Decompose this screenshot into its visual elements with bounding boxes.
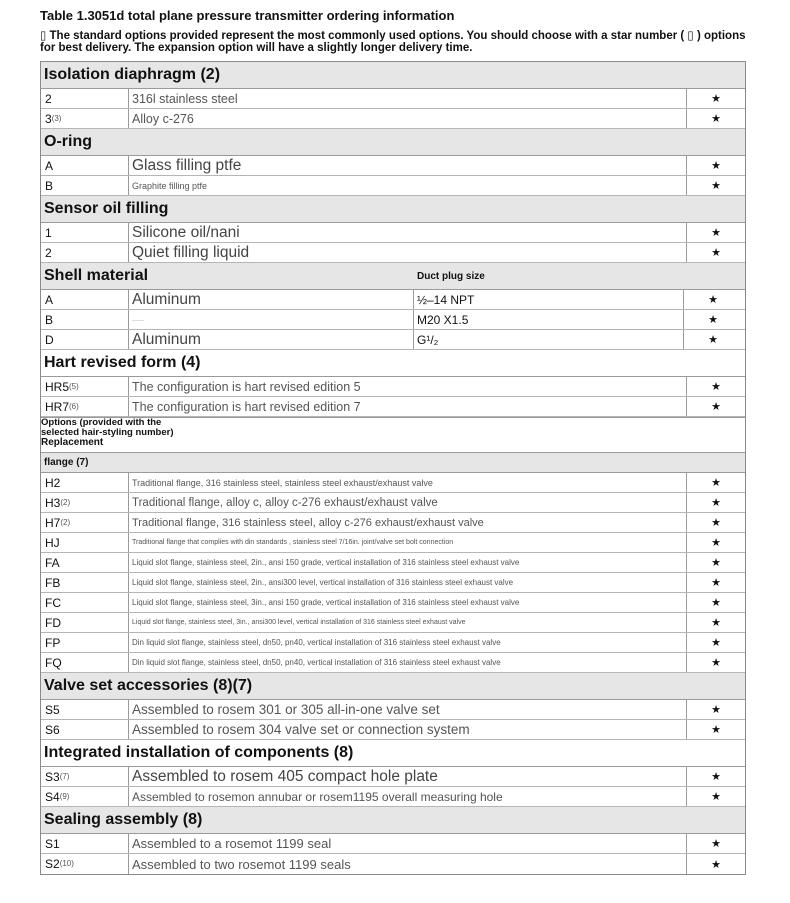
option-code: A [41, 156, 129, 175]
section-shell-material [41, 263, 745, 290]
option-code: 2 [41, 89, 129, 108]
option-description: ———— [129, 310, 414, 329]
ordering-table [40, 61, 746, 875]
option-description: Traditional flange, 316 stainless steel, alloy c-276 exhaust/exhaust valve [129, 513, 687, 532]
option-code: S5 [41, 700, 129, 719]
option-code: FP [41, 633, 129, 652]
star-icon: ★ [711, 401, 721, 413]
section-label: Hart revised form (4) [44, 354, 201, 371]
option-description: The configuration is hart revised edition 5 [129, 377, 687, 396]
table-row [41, 573, 745, 593]
option-description: 316l stainless steel [129, 89, 687, 108]
option-description: Graphite filling ptfe [129, 176, 687, 195]
section-label: Sensor oil filling [44, 200, 169, 217]
option-description: Din liquid slot flange, stainless steel, dn50, pn40, vertical installation of 316 stainless steel exhaust valve [129, 653, 687, 672]
star-icon: ★ [711, 771, 721, 783]
option-description: Traditional flange, 316 stainless steel, stainless steel exhaust/exhaust valve [129, 473, 687, 492]
option-description: Liquid slot flange, stainless steel, 3in., ansi 150 grade, vertical installation of 316 stainless steel exhaust valve [129, 593, 687, 612]
option-description: Traditional flange that complies with din standards , stainless steel 7/16in. joint/valve set bolt connection [129, 533, 687, 552]
section-isolation-diaphragm [41, 62, 745, 89]
star-icon: ★ [711, 180, 721, 192]
option-description: Assembled to rosem 405 compact hole plate [129, 767, 687, 786]
option-description: Assembled to rosem 304 valve set or connection system [129, 720, 687, 739]
option-code: S2 (10) [41, 854, 129, 874]
option-code: HR7 (6) [41, 397, 129, 416]
section-sealing-assembly [41, 807, 745, 834]
section-label: Valve set accessories (8)(7) [44, 677, 253, 694]
duct-plug-size-header: Duct plug size [417, 270, 485, 282]
option-code: S4 (9) [41, 787, 129, 806]
star-icon: ★ [708, 334, 718, 346]
star-icon: ★ [711, 381, 721, 393]
duct-plug-size: M20 X1.5 [414, 310, 684, 329]
table-row [41, 533, 745, 553]
option-code: S3 (7) [41, 767, 129, 786]
section-o-ring [41, 129, 745, 156]
option-description: Silicone oil/nani [129, 223, 687, 242]
option-code: B [41, 176, 129, 195]
option-code: H7 (2) [41, 513, 129, 532]
option-description: Liquid slot flange, stainless steel, 3in., ansi300 level, vertical installation of 316 stainless steel exhaust valve [129, 613, 687, 632]
options-line: Options (provided with the [41, 417, 162, 428]
section-label: flange (7) [44, 457, 89, 468]
option-code: HR5 (5) [41, 377, 129, 396]
star-icon: ★ [711, 247, 721, 259]
table-row [41, 513, 745, 533]
star-icon: ★ [711, 838, 721, 850]
option-code: HJ [41, 533, 129, 552]
star-icon: ★ [711, 557, 721, 569]
option-code: FQ [41, 653, 129, 672]
table-row [41, 834, 745, 854]
option-description: Assembled to two rosemot 1199 seals [129, 854, 687, 874]
table-row [41, 377, 745, 397]
star-icon: ★ [708, 314, 718, 326]
table-row [41, 633, 745, 653]
option-description: Traditional flange, alloy c, alloy c-276 exhaust/exhaust valve [129, 493, 687, 512]
star-icon: ★ [711, 113, 721, 125]
star-icon: ★ [711, 93, 721, 105]
table-row [41, 473, 745, 493]
star-icon: ★ [708, 294, 718, 306]
table-row [41, 653, 745, 673]
table-row [41, 720, 745, 740]
section-hart-revised-form [41, 350, 745, 377]
option-code: FC [41, 593, 129, 612]
option-code: FD [41, 613, 129, 632]
table-row [41, 493, 745, 513]
star-icon: ★ [711, 227, 721, 239]
table-row [41, 593, 745, 613]
table-row [41, 223, 745, 243]
option-code: 2 [41, 243, 129, 262]
table-row [41, 767, 745, 787]
duct-plug-size: ½–14 NPT [414, 290, 684, 309]
option-code: H2 [41, 473, 129, 492]
option-code: S6 [41, 720, 129, 739]
section-label: Sealing assembly (8) [44, 811, 203, 828]
star-icon: ★ [711, 537, 721, 549]
section-label: Integrated installation of components (8) [44, 744, 354, 761]
option-code: S1 [41, 834, 129, 853]
star-icon: ★ [711, 160, 721, 172]
star-icon: ★ [711, 704, 721, 716]
table-row [41, 613, 745, 633]
option-description: Aluminum [129, 330, 414, 349]
option-code: H3 (2) [41, 493, 129, 512]
options-header [41, 417, 745, 453]
table-note: ▯ The standard options provided represent the most commonly used options. You should choose with a star number ( ▯ ) options for best delivery. The expansion option will have a slightly longer delivery time. [40, 30, 746, 54]
option-description: The configuration is hart revised edition 7 [129, 397, 687, 416]
section-label: Isolation diaphragm (2) [44, 66, 221, 83]
table-row [41, 156, 745, 176]
option-code: 3 (3) [41, 109, 129, 128]
option-code: FB [41, 573, 129, 592]
star-icon: ★ [711, 597, 721, 609]
options-line: selected hair-styling number) [41, 427, 174, 438]
star-icon: ★ [711, 517, 721, 529]
option-description: Din liquid slot flange, stainless steel, dn50, pn40, vertical installation of 316 stainless steel exhaust valve [129, 633, 687, 652]
table-title: Table 1.3051d total plane pressure transmitter ordering information [40, 8, 455, 23]
option-code: A [41, 290, 129, 309]
option-description: Quiet filling liquid [129, 243, 687, 262]
star-icon: ★ [711, 858, 721, 871]
table-row [41, 290, 745, 310]
table-row [41, 397, 745, 417]
section-integrated-installation [41, 740, 745, 767]
section-label: Shell material [44, 267, 149, 284]
star-icon: ★ [711, 791, 721, 803]
section-replacement-flange [41, 453, 745, 473]
star-icon: ★ [711, 637, 721, 649]
star-icon: ★ [711, 477, 721, 489]
option-description: Alloy c-276 [129, 109, 687, 128]
section-label: O-ring [44, 133, 92, 150]
table-row [41, 854, 745, 874]
duct-plug-size: G¹/₂ [414, 330, 684, 349]
option-code: D [41, 330, 129, 349]
table-row [41, 330, 745, 350]
option-description: Liquid slot flange, stainless steel, 2in., ansi300 level, vertical installation of 316 stainless steel exhaust valve [129, 573, 687, 592]
star-icon: ★ [711, 617, 721, 629]
table-row [41, 700, 745, 720]
section-valve-set-accessories [41, 673, 745, 700]
option-description: Assembled to rosemon annubar or rosem1195 overall measuring hole [129, 787, 687, 806]
table-row [41, 243, 745, 263]
table-row [41, 553, 745, 573]
option-code: 1 [41, 223, 129, 242]
star-icon: ★ [711, 657, 721, 669]
option-description: Glass filling ptfe [129, 156, 687, 175]
table-row [41, 109, 745, 129]
star-icon: ★ [711, 724, 721, 736]
option-description: Assembled to a rosemot 1199 seal [129, 834, 687, 853]
option-description: Assembled to rosem 301 or 305 all-in-one valve set [129, 700, 687, 719]
table-row [41, 310, 745, 330]
table-row [41, 787, 745, 807]
option-code: FA [41, 553, 129, 572]
table-row [41, 176, 745, 196]
option-code: B [41, 310, 129, 329]
flange-label: Replacement [41, 437, 104, 448]
option-description: Liquid slot flange, stainless steel, 2in., ansi 150 grade, vertical installation of 316 stainless steel exhaust valve [129, 553, 687, 572]
section-sensor-oil-filling [41, 196, 745, 223]
option-description: Aluminum [129, 290, 414, 309]
table-row [41, 89, 745, 109]
star-icon: ★ [711, 497, 721, 509]
star-icon: ★ [711, 577, 721, 589]
